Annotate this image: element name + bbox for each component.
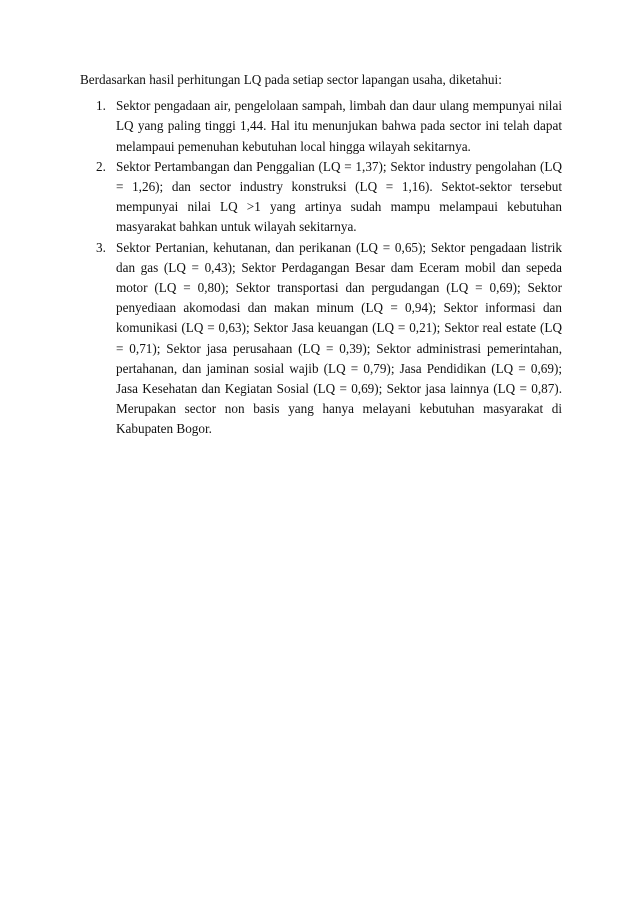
list-item-number: 1. (96, 98, 106, 114)
list-item (80, 238, 562, 440)
list-item-number: 2. (96, 158, 106, 174)
findings-list (80, 96, 562, 439)
document-body (80, 70, 562, 440)
list-item-number: 3. (96, 239, 106, 255)
intro-paragraph: Berdasarkan hasil perhitungan LQ pada setiap sector lapangan usaha, diketahui: (80, 72, 502, 87)
list-item (80, 157, 562, 238)
list-item-text: Sektor Pertambangan dan Penggalian (LQ = 1,37); Sektor industry pengolahan (LQ = 1,26); dan sector industry konstruksi (LQ = 1,16). Sektot-sektor tersebut mempunyai nilai LQ >1 yang artinya sudah mampu melampaui kebutuhan masyarakat bahkan untuk wilayah sekitarnya. (116, 158, 562, 235)
list-item (80, 96, 562, 157)
list-item-text: Sektor pengadaan air, pengelolaan sampah, limbah dan daur ulang mempunyai nilai LQ yang paling tinggi 1,44. Hal itu menunjukan bahwa pada sector ini telah dapat melampaui pemenuhan kebutuhan local hingga wilayah sekitarnya. (116, 98, 562, 154)
list-item-text: Sektor Pertanian, kehutanan, dan perikanan (LQ = 0,65); Sektor pengadaan listrik dan gas (LQ = 0,43); Sektor Perdagangan Besar dam Eceram mobil dan sepeda motor (LQ = 0,80); Sektor transportasi dan pergudangan (LQ = 0,69); Sektor penyediaan akomodasi dan makan minum (LQ = 0,94); Sektor informasi dan komunikasi (LQ = 0,63); Sektor Jasa keuangan (LQ = 0,21); Sektor real estate (LQ = 0,71); Sektor jasa perusahaan (LQ = 0,39); Sektor administrasi pemerintahan, pertahanan, dan jaminan sosial wajib (LQ = 0,79); Jasa Pendidikan (LQ = 0,69); Jasa Kesehatan dan Kegiatan Sosial (LQ = 0,69); Sektor jasa lainnya (LQ = 0,87). Merupakan sector non basis yang hanya melayani kebutuhan masyarakat di Kabupaten Bogor. (116, 239, 562, 437)
